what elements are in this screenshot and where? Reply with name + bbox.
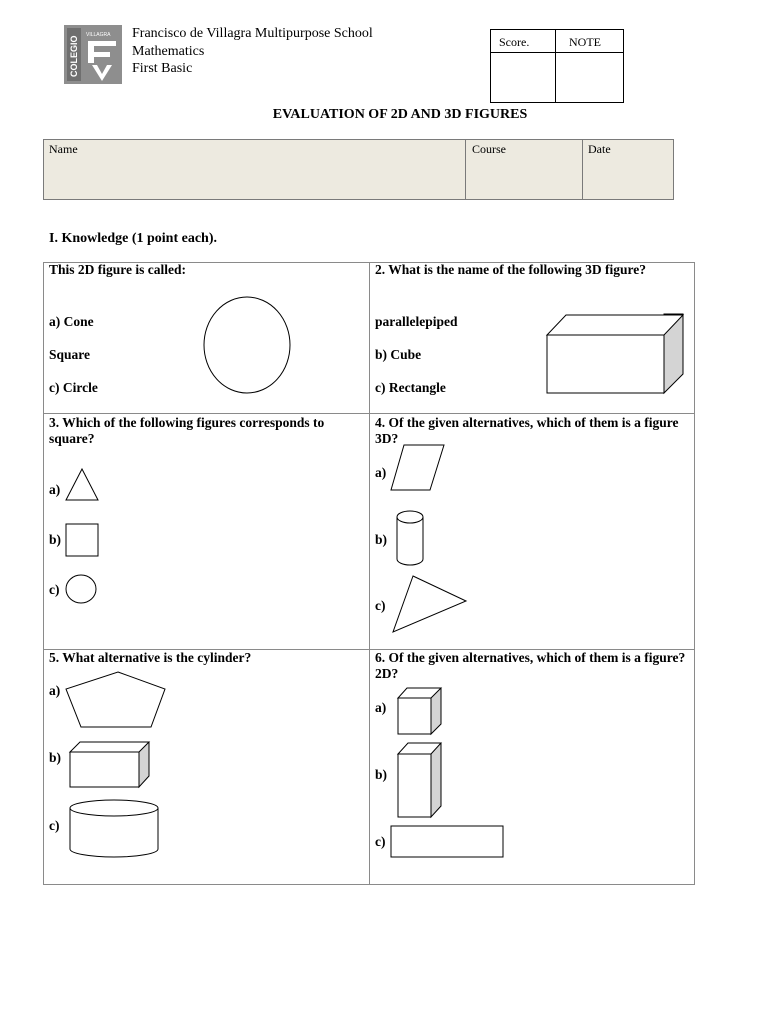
pentagon-icon	[63, 671, 167, 729]
q4-label-a: a)	[375, 465, 387, 480]
level-name: First Basic	[132, 61, 193, 76]
q1-option-a: a) Cone	[49, 314, 94, 329]
q3-prompt-line1: 3. Which of the following figures corresponds to	[49, 415, 325, 430]
cube-icon	[396, 687, 444, 737]
svg-text:VILLAGRA: VILLAGRA	[86, 32, 111, 38]
square-icon	[64, 523, 100, 557]
q1-prompt: This 2D figure is called:	[49, 262, 187, 277]
q4-prompt-line1: 4. Of the given alternatives, which of them is a figure	[375, 415, 679, 430]
q2-option-b: b) Cube	[375, 347, 422, 362]
course-field-label: Course	[472, 142, 506, 156]
q6-label-a: a)	[375, 700, 387, 715]
ellipse-icon	[202, 296, 292, 394]
score-table	[490, 29, 624, 103]
q6-label-c: c)	[375, 834, 386, 849]
q1-option-b: Square	[49, 347, 91, 362]
note-label: NOTE	[569, 35, 601, 49]
q2-option-a: parallelepiped	[375, 314, 458, 329]
q3-prompt-line2: square?	[49, 431, 95, 446]
score-label: Score.	[499, 35, 530, 49]
q6-prompt-line2: 2D?	[375, 666, 399, 681]
rectangle-icon	[390, 825, 505, 859]
cylinder-icon	[68, 797, 160, 859]
q3-label-c: c)	[49, 582, 60, 597]
student-info-box	[43, 139, 674, 200]
q4-label-c: c)	[375, 598, 386, 613]
subject-name: Mathematics	[132, 43, 205, 59]
q4-prompt-line2: 3D?	[375, 431, 399, 446]
q1-option-c: c) Circle	[49, 380, 98, 395]
school-header	[132, 25, 373, 78]
triangle-icon	[64, 468, 100, 502]
cylinder-icon	[395, 509, 427, 567]
q3-label-b: b)	[49, 532, 62, 547]
page-title: EVALUATION OF 2D AND 3D FIGURES	[272, 107, 528, 122]
triangle-icon	[391, 575, 469, 635]
q5-prompt: 5. What alternative is the cylinder?	[49, 650, 252, 665]
q3-label-a: a)	[49, 482, 61, 497]
cuboid-icon	[68, 741, 152, 789]
school-logo	[64, 25, 122, 84]
q2-option-c: c) Rectangle	[375, 380, 446, 395]
section-heading: I. Knowledge (1 point each).	[49, 231, 217, 246]
q6-prompt-line1: 6. Of the given alternatives, which of them is a figure?	[375, 650, 686, 665]
circle-icon	[65, 574, 99, 606]
date-field-label: Date	[588, 142, 611, 156]
q6-label-b: b)	[375, 767, 388, 782]
q5-label-c: c)	[49, 818, 60, 833]
svg-text:COLEGIO: COLEGIO	[69, 35, 79, 77]
q5-label-a: a)	[49, 683, 61, 698]
q5-label-b: b)	[49, 750, 62, 765]
parallelogram-icon	[390, 444, 446, 492]
school-name: Francisco de Villagra Multipurpose School	[132, 26, 373, 41]
cuboid-icon	[545, 314, 685, 396]
name-field-label: Name	[49, 142, 78, 156]
q2-prompt: 2. What is the name of the following 3D figure?	[375, 262, 646, 277]
q4-label-b: b)	[375, 532, 388, 547]
rectangular-prism-icon	[396, 742, 444, 820]
